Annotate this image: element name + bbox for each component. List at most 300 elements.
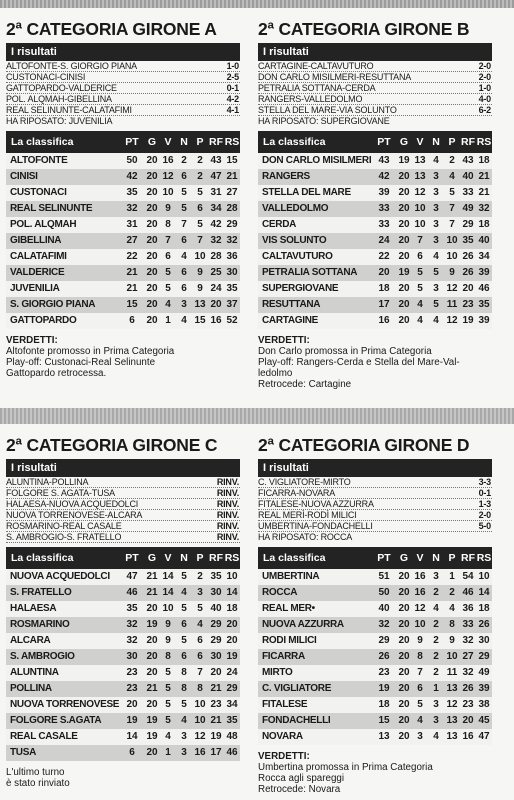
standings-header bbox=[258, 131, 492, 153]
team-name: CALATAFIMI bbox=[10, 251, 67, 262]
verdetti-line: Play-off: Custonaci-Real Selinunte bbox=[6, 357, 156, 368]
stat-cell: 9 bbox=[165, 619, 171, 630]
stat-cell: 5 bbox=[165, 715, 171, 726]
team-name: REAL CASALE bbox=[10, 731, 78, 742]
table-row bbox=[258, 169, 492, 185]
stat-cell: 9 bbox=[449, 267, 455, 278]
stat-cell: 20 bbox=[398, 299, 410, 310]
stat-cell: 33 bbox=[378, 203, 390, 214]
stat-cell: 12 bbox=[446, 699, 458, 710]
table-row bbox=[258, 313, 492, 329]
result-score: 6-2 bbox=[478, 105, 491, 115]
table-row bbox=[6, 601, 240, 617]
stat-cell: 20 bbox=[462, 715, 474, 726]
stat-cell: 18 bbox=[478, 155, 490, 166]
result-score: 2-0 bbox=[478, 510, 491, 520]
stat-cell: 31 bbox=[210, 187, 222, 198]
stat-cell: 20 bbox=[210, 299, 222, 310]
table-row bbox=[258, 697, 492, 713]
stat-cell: 14 bbox=[126, 731, 138, 742]
team-name: GATTOPARDO bbox=[10, 315, 77, 326]
stat-cell: 30 bbox=[478, 635, 490, 646]
standings-col-v: V bbox=[416, 136, 424, 148]
team-name: GIBELLINA bbox=[10, 235, 62, 246]
result-row bbox=[258, 61, 492, 72]
table-row bbox=[6, 681, 240, 697]
verdetti-line: è stato rinviato bbox=[6, 778, 70, 789]
result-row bbox=[258, 94, 492, 105]
stat-cell: 16 bbox=[414, 571, 426, 582]
stat-cell: 35 bbox=[226, 283, 238, 294]
standings-header bbox=[258, 547, 492, 569]
rest-note: HA RIPOSATO: JUVENILIA bbox=[6, 116, 113, 126]
verdetti-line: L'ultimo turno bbox=[6, 767, 65, 778]
stat-cell: 27 bbox=[462, 651, 474, 662]
stat-cell: 4 bbox=[181, 251, 187, 262]
stat-cell: 43 bbox=[210, 155, 222, 166]
team-name: NOVARA bbox=[262, 731, 303, 742]
stat-cell: 9 bbox=[165, 203, 171, 214]
stat-cell: 15 bbox=[378, 715, 390, 726]
stat-cell: 4 bbox=[449, 603, 455, 614]
results-list bbox=[258, 477, 492, 543]
stat-cell: 21 bbox=[146, 587, 158, 598]
result-match: ROSMARINO-REAL CASALE bbox=[6, 521, 122, 531]
verdetti-title: VERDETTI: bbox=[258, 751, 310, 762]
results-header: I risultati bbox=[6, 459, 240, 477]
table-row bbox=[258, 681, 492, 697]
standings-table bbox=[6, 153, 240, 329]
table-row bbox=[6, 569, 240, 585]
stat-cell: 32 bbox=[478, 203, 490, 214]
stat-cell: 21 bbox=[226, 171, 238, 182]
stat-cell: 6 bbox=[417, 683, 423, 694]
result-row bbox=[6, 72, 240, 83]
verdetti-line: Gattopardo retrocessa. bbox=[6, 368, 107, 379]
result-row bbox=[258, 477, 492, 488]
group-title: 2ª CATEGORIA GIRONE D bbox=[258, 435, 470, 455]
stat-cell: 40 bbox=[478, 235, 490, 246]
stat-cell: 3 bbox=[433, 571, 439, 582]
stat-cell: 2 bbox=[433, 651, 439, 662]
stat-cell: 21 bbox=[210, 715, 222, 726]
stat-cell: 7 bbox=[417, 667, 423, 678]
stat-cell: 19 bbox=[126, 715, 138, 726]
table-row bbox=[258, 249, 492, 265]
stat-cell: 23 bbox=[126, 667, 138, 678]
stat-cell: 19 bbox=[398, 267, 410, 278]
table-row bbox=[6, 265, 240, 281]
stat-cell: 21 bbox=[210, 683, 222, 694]
stat-cell: 30 bbox=[226, 267, 238, 278]
stat-cell: 2 bbox=[197, 155, 203, 166]
result-match: ALUNTINA-POLLINA bbox=[6, 477, 89, 487]
standings-col-p: P bbox=[196, 136, 204, 148]
team-name: CERDA bbox=[262, 219, 297, 230]
stat-cell: 4 bbox=[449, 171, 455, 182]
stat-cell: 10 bbox=[414, 619, 426, 630]
stat-cell: 3 bbox=[433, 219, 439, 230]
table-row bbox=[258, 153, 492, 169]
stat-cell: 5 bbox=[181, 603, 187, 614]
team-name: NUOVA ACQUEDOLCI bbox=[10, 571, 110, 582]
team-name: NUOVA TORRENOVESE bbox=[10, 699, 120, 710]
team-name: PETRALIA SOTTANA bbox=[262, 267, 358, 278]
result-row bbox=[6, 477, 240, 488]
result-match: RANGERS-VALLEDOLMO bbox=[258, 94, 363, 104]
verdetti-block bbox=[258, 335, 492, 390]
standings-col-rf: RF bbox=[461, 136, 475, 148]
stat-cell: 47 bbox=[210, 171, 222, 182]
stat-cell: 8 bbox=[417, 651, 423, 662]
stat-cell: 14 bbox=[162, 587, 174, 598]
stat-cell: 6 bbox=[197, 635, 203, 646]
table-row bbox=[258, 265, 492, 281]
stat-cell: 29 bbox=[226, 683, 238, 694]
stat-cell: 46 bbox=[478, 283, 490, 294]
stat-cell: 5 bbox=[181, 203, 187, 214]
stat-cell: 3 bbox=[417, 731, 423, 742]
stat-cell: 20 bbox=[146, 299, 158, 310]
stat-cell: 6 bbox=[181, 651, 187, 662]
verdetti-block bbox=[6, 767, 240, 789]
verdetti-line: Altofonte promosso in Prima Categoria bbox=[6, 346, 175, 357]
stat-cell: 6 bbox=[417, 251, 423, 262]
standings-col-p: P bbox=[196, 552, 204, 564]
stat-cell: 7 bbox=[197, 235, 203, 246]
team-name: RANGERS bbox=[262, 171, 310, 182]
team-name: SUPERGIOVANE bbox=[262, 283, 339, 294]
result-score: 1-0 bbox=[226, 61, 239, 71]
stat-cell: 9 bbox=[165, 635, 171, 646]
result-score: 5-0 bbox=[478, 521, 491, 531]
stat-cell: 32 bbox=[378, 619, 390, 630]
stat-cell: 11 bbox=[446, 667, 458, 678]
result-row bbox=[6, 521, 240, 532]
table-row bbox=[6, 729, 240, 745]
result-score: 2-5 bbox=[226, 72, 239, 82]
stat-cell: 21 bbox=[146, 683, 158, 694]
stat-cell: 10 bbox=[194, 251, 206, 262]
stat-cell: 7 bbox=[165, 235, 171, 246]
stat-cell: 8 bbox=[181, 683, 187, 694]
stat-cell: 10 bbox=[162, 603, 174, 614]
standings-header bbox=[6, 547, 240, 569]
stat-cell: 20 bbox=[398, 699, 410, 710]
standings-label: La classifica bbox=[11, 552, 74, 564]
team-name: REAL MER• bbox=[262, 603, 315, 614]
result-row bbox=[6, 488, 240, 499]
team-name: CARTAGINE bbox=[262, 315, 319, 326]
verdetti-line: Play-off: Rangers-Cerda e Stella del Mare-Val- bbox=[258, 357, 460, 368]
table-row bbox=[258, 569, 492, 585]
stat-cell: 29 bbox=[378, 635, 390, 646]
stat-cell: 23 bbox=[462, 699, 474, 710]
result-row bbox=[258, 105, 492, 116]
stat-cell: 3 bbox=[181, 747, 187, 758]
stat-cell: 3 bbox=[433, 187, 439, 198]
stat-cell: 54 bbox=[462, 571, 474, 582]
stat-cell: 13 bbox=[446, 683, 458, 694]
stat-cell: 16 bbox=[194, 747, 206, 758]
top-decorative-strip bbox=[0, 0, 514, 8]
standings-col-pt: PT bbox=[377, 136, 391, 148]
standings-col-g: G bbox=[399, 136, 409, 148]
table-row bbox=[6, 185, 240, 201]
stat-cell: 7 bbox=[449, 203, 455, 214]
table-row bbox=[6, 217, 240, 233]
stat-cell: 35 bbox=[226, 715, 238, 726]
stat-cell: 16 bbox=[414, 587, 426, 598]
result-match: CUSTONACI-CINISI bbox=[6, 72, 86, 82]
stat-cell: 5 bbox=[417, 283, 423, 294]
stat-cell: 8 bbox=[165, 651, 171, 662]
stat-cell: 5 bbox=[181, 635, 187, 646]
standings-col-pt: PT bbox=[377, 552, 391, 564]
team-name: NUOVA AZZURRA bbox=[262, 619, 344, 630]
stat-cell: 5 bbox=[197, 187, 203, 198]
standings-col-g: G bbox=[147, 552, 157, 564]
stat-cell: 21 bbox=[126, 283, 138, 294]
middle-decorative-strip bbox=[0, 408, 514, 424]
stat-cell: 20 bbox=[146, 235, 158, 246]
stat-cell: 39 bbox=[378, 187, 390, 198]
stat-cell: 3 bbox=[181, 731, 187, 742]
panel-girone-c bbox=[6, 434, 240, 789]
table-row bbox=[6, 697, 240, 713]
stat-cell: 32 bbox=[462, 667, 474, 678]
stat-cell: 1 bbox=[449, 571, 455, 582]
stat-cell: 14 bbox=[162, 571, 174, 582]
stat-cell: 20 bbox=[398, 571, 410, 582]
stat-cell: 6 bbox=[129, 747, 135, 758]
standings-header bbox=[6, 131, 240, 153]
team-name: S. AMBROGIO bbox=[10, 651, 75, 662]
stat-cell: 20 bbox=[398, 731, 410, 742]
result-match: STELLA DEL MARE-VIA SOLUNTO bbox=[258, 105, 397, 115]
stat-cell: 19 bbox=[462, 315, 474, 326]
table-row bbox=[6, 713, 240, 729]
standings-col-rf: RF bbox=[209, 136, 223, 148]
result-score: RINV. bbox=[216, 477, 239, 487]
stat-cell: 19 bbox=[146, 731, 158, 742]
stat-cell: 4 bbox=[181, 315, 187, 326]
team-name: RESUTTANA bbox=[262, 299, 321, 310]
results-header: I risultati bbox=[258, 459, 492, 477]
stat-cell: 32 bbox=[126, 203, 138, 214]
team-name: DON CARLO MISILMERI bbox=[262, 155, 372, 166]
stat-cell: 20 bbox=[146, 315, 158, 326]
table-row bbox=[258, 585, 492, 601]
stat-cell: 27 bbox=[126, 235, 138, 246]
stat-cell: 7 bbox=[181, 219, 187, 230]
stat-cell: 20 bbox=[398, 651, 410, 662]
verdetti-title: VERDETTI: bbox=[6, 335, 58, 346]
stat-cell: 5 bbox=[417, 699, 423, 710]
stat-cell: 3 bbox=[433, 235, 439, 246]
group-title: 2ª CATEGORIA GIRONE B bbox=[258, 19, 470, 39]
stat-cell: 12 bbox=[446, 283, 458, 294]
result-score: 4-1 bbox=[226, 105, 239, 115]
team-name: JUVENILIA bbox=[10, 283, 60, 294]
result-match: PETRALIA SOTTANA-CERDA bbox=[258, 83, 376, 93]
stat-cell: 8 bbox=[197, 683, 203, 694]
stat-cell: 20 bbox=[126, 699, 138, 710]
stat-cell: 1 bbox=[433, 683, 439, 694]
result-score: 4-0 bbox=[478, 94, 491, 104]
stat-cell: 24 bbox=[378, 235, 390, 246]
team-name: ALCARA bbox=[10, 635, 51, 646]
stat-cell: 28 bbox=[226, 203, 238, 214]
table-row bbox=[6, 313, 240, 329]
team-name: VALDERICE bbox=[10, 267, 65, 278]
stat-cell: 26 bbox=[478, 619, 490, 630]
standings-col-p: P bbox=[448, 136, 456, 148]
result-match: FITALESE-NUOVA AZZURRA bbox=[258, 499, 374, 509]
team-name: S. FRATELLO bbox=[10, 587, 72, 598]
stat-cell: 22 bbox=[126, 251, 138, 262]
table-row bbox=[258, 729, 492, 745]
result-row bbox=[258, 510, 492, 521]
result-row bbox=[6, 499, 240, 510]
stat-cell: 46 bbox=[226, 747, 238, 758]
team-name: C. VIGLIATORE bbox=[262, 683, 332, 694]
results-header: I risultati bbox=[258, 43, 492, 61]
stat-cell: 12 bbox=[162, 171, 174, 182]
stat-cell: 38 bbox=[478, 699, 490, 710]
standings-label: La classifica bbox=[11, 136, 74, 148]
result-row bbox=[6, 83, 240, 94]
stat-cell: 50 bbox=[378, 587, 390, 598]
result-match: C. VIGLIATORE-MIRTO bbox=[258, 477, 351, 487]
stat-cell: 2 bbox=[433, 635, 439, 646]
table-row bbox=[258, 297, 492, 313]
stat-cell: 4 bbox=[433, 731, 439, 742]
results-list bbox=[6, 477, 240, 543]
table-row bbox=[258, 233, 492, 249]
stat-cell: 3 bbox=[197, 587, 203, 598]
stat-cell: 5 bbox=[181, 187, 187, 198]
stat-cell: 3 bbox=[433, 203, 439, 214]
stat-cell: 21 bbox=[126, 267, 138, 278]
stat-cell: 28 bbox=[210, 251, 222, 262]
stat-cell: 35 bbox=[210, 571, 222, 582]
stat-cell: 23 bbox=[126, 683, 138, 694]
stat-cell: 39 bbox=[478, 267, 490, 278]
stat-cell: 6 bbox=[181, 283, 187, 294]
result-match: S. AMBROGIO-S. FRATELLO bbox=[6, 532, 122, 542]
standings-col-pt: PT bbox=[125, 136, 139, 148]
stat-cell: 23 bbox=[210, 699, 222, 710]
stat-cell: 20 bbox=[146, 171, 158, 182]
results-list bbox=[6, 61, 240, 127]
stat-cell: 10 bbox=[446, 651, 458, 662]
stat-cell: 17 bbox=[210, 747, 222, 758]
stat-cell: 10 bbox=[446, 251, 458, 262]
stat-cell: 15 bbox=[194, 315, 206, 326]
stat-cell: 2 bbox=[433, 587, 439, 598]
stat-cell: 43 bbox=[378, 155, 390, 166]
team-name: CUSTONACI bbox=[10, 187, 67, 198]
stat-cell: 29 bbox=[210, 635, 222, 646]
stat-cell: 5 bbox=[165, 683, 171, 694]
result-score: 4-2 bbox=[226, 94, 239, 104]
result-score: RINV. bbox=[216, 510, 239, 520]
team-name: CALTAVUTURO bbox=[262, 251, 333, 262]
stat-cell: 20 bbox=[398, 635, 410, 646]
stat-cell: 14 bbox=[478, 587, 490, 598]
stat-cell: 42 bbox=[378, 171, 390, 182]
team-name: FONDACHELLI bbox=[262, 715, 331, 726]
stat-cell: 20 bbox=[398, 683, 410, 694]
stat-cell: 19 bbox=[398, 155, 410, 166]
table-row bbox=[6, 633, 240, 649]
table-row bbox=[6, 281, 240, 297]
stat-cell: 10 bbox=[414, 219, 426, 230]
result-score: 0-1 bbox=[226, 83, 239, 93]
team-name: CINISI bbox=[10, 171, 38, 182]
stat-cell: 20 bbox=[146, 155, 158, 166]
result-match: REAL SELINUNTE-CALATAFIMI bbox=[6, 105, 132, 115]
stat-cell: 10 bbox=[478, 571, 490, 582]
result-match: GATTOPARDO-VALDERICE bbox=[6, 83, 117, 93]
results-list bbox=[258, 61, 492, 127]
stat-cell: 25 bbox=[210, 267, 222, 278]
standings-col-g: G bbox=[399, 552, 409, 564]
table-row bbox=[6, 153, 240, 169]
stat-cell: 47 bbox=[478, 731, 490, 742]
stat-cell: 30 bbox=[126, 651, 138, 662]
stat-cell: 5 bbox=[417, 267, 423, 278]
stat-cell: 39 bbox=[478, 315, 490, 326]
stat-cell: 12 bbox=[414, 603, 426, 614]
table-row bbox=[258, 201, 492, 217]
stat-cell: 6 bbox=[197, 651, 203, 662]
result-row bbox=[6, 532, 240, 543]
stat-cell: 43 bbox=[462, 155, 474, 166]
result-row bbox=[258, 72, 492, 83]
stat-cell: 49 bbox=[478, 667, 490, 678]
stat-cell: 5 bbox=[433, 299, 439, 310]
stat-cell: 13 bbox=[414, 155, 426, 166]
standings-col-n: N bbox=[432, 136, 440, 148]
verdetti-line: Umbertina promossa in Prima Categoria bbox=[258, 762, 433, 773]
team-name: TUSA bbox=[10, 747, 37, 758]
stat-cell: 20 bbox=[146, 651, 158, 662]
team-name: ALUNTINA bbox=[10, 667, 59, 678]
result-match: NUOVA TORRENOVESE-ALCARA bbox=[6, 510, 143, 520]
stat-cell: 2 bbox=[449, 587, 455, 598]
stat-cell: 16 bbox=[210, 315, 222, 326]
result-row bbox=[258, 521, 492, 532]
stat-cell: 5 bbox=[165, 283, 171, 294]
stat-cell: 26 bbox=[462, 683, 474, 694]
stat-cell: 29 bbox=[462, 219, 474, 230]
stat-cell: 35 bbox=[126, 603, 138, 614]
stat-cell: 42 bbox=[126, 171, 138, 182]
result-row bbox=[6, 94, 240, 105]
stat-cell: 26 bbox=[462, 251, 474, 262]
panel-girone-d bbox=[258, 434, 492, 795]
stat-cell: 19 bbox=[146, 619, 158, 630]
stat-cell: 20 bbox=[398, 667, 410, 678]
stat-cell: 35 bbox=[126, 187, 138, 198]
stat-cell: 20 bbox=[398, 715, 410, 726]
verdetti-line: Rocca agli spareggi bbox=[258, 773, 345, 784]
stat-cell: 33 bbox=[462, 619, 474, 630]
standings-col-v: V bbox=[416, 552, 424, 564]
stat-cell: 3 bbox=[433, 715, 439, 726]
